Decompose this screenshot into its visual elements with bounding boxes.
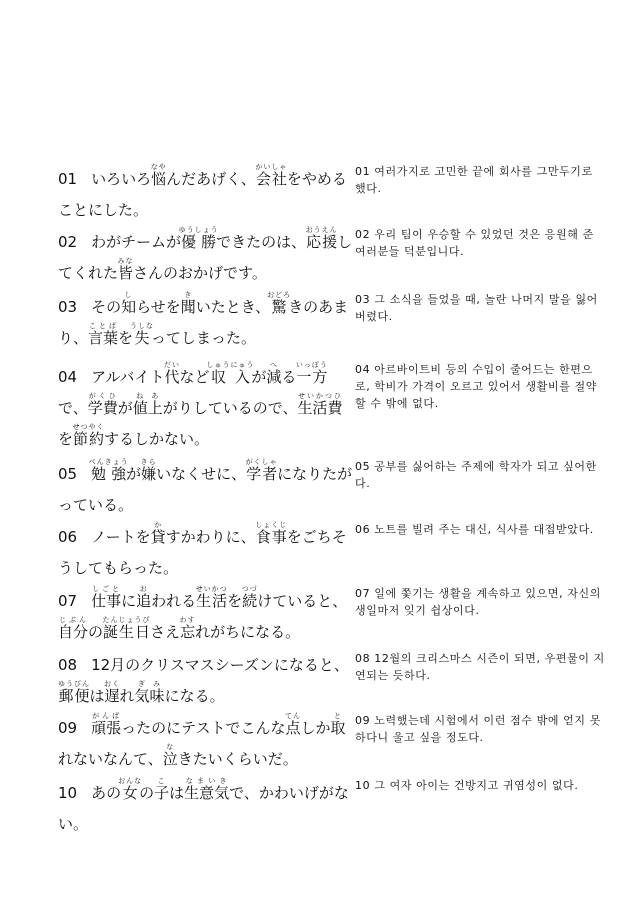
furigana-reading: なまいき: [184, 777, 230, 785]
kanji-text: 生意気: [184, 784, 230, 802]
kanji-with-reading: [245, 458, 278, 483]
kanji-with-reading: [163, 361, 180, 386]
kanji-text: 応援: [305, 233, 338, 251]
furigana-reading: じぶん: [58, 616, 89, 624]
kanji-text: 取: [330, 719, 346, 737]
kanji-text: 貸: [150, 528, 166, 546]
sentence-text: を: [118, 329, 134, 347]
sentence-text: をやめることにした。: [58, 170, 347, 219]
sentence-text: いろいろ: [91, 170, 152, 188]
furigana-reading: ゆうびん: [58, 680, 90, 688]
japanese-sentence: [58, 291, 354, 354]
kanji-text: 泣: [162, 750, 178, 768]
kanji-text: 収入: [206, 368, 255, 386]
sentence-number: 06: [58, 528, 78, 546]
kanji-text: 値上: [132, 399, 163, 417]
furigana-reading: つづ: [241, 585, 258, 593]
korean-translation: 05 공부를 싫어하는 주제에 학자가 되고 싶어한다.: [355, 460, 597, 490]
kanji-text: 学者: [245, 465, 278, 483]
furigana-reading: たんじょうび: [102, 616, 151, 624]
sentence-text: を: [227, 592, 243, 610]
kanji-with-reading: [132, 392, 163, 417]
korean-translation: 01 여러가지로 고민한 끝에 회사를 그만두기로 했다.: [355, 165, 593, 195]
kanji-text: 自分: [58, 623, 89, 641]
kanji-text: 生活費: [297, 399, 343, 417]
sentence-text: が: [126, 465, 142, 483]
sentence-text: で、かわいげがない。: [58, 784, 349, 833]
kanji-text: 生活: [195, 592, 228, 610]
korean-translation: 10 그 여자 아이는 건방지고 귀염성이 없다.: [355, 779, 579, 792]
kanji-text: 頑張: [91, 719, 122, 737]
japanese-text: [58, 226, 353, 282]
kanji-with-reading: [162, 743, 178, 768]
kanji-with-reading: [241, 585, 258, 610]
kanji-text: 学費: [87, 399, 118, 417]
kanji-text: 子: [154, 784, 170, 802]
japanese-sentence: [58, 521, 354, 584]
sentence-text: になりたがっている。: [58, 465, 353, 514]
kanji-with-reading: [88, 322, 119, 347]
kanji-with-reading: [88, 458, 129, 483]
sentence-text: など: [179, 368, 210, 386]
sentence-text: しか: [300, 719, 331, 737]
kanji-with-reading: [305, 226, 338, 251]
furigana-reading: てん: [285, 712, 302, 720]
sentence-text: できたのは、: [216, 233, 307, 251]
kanji-with-reading: [104, 680, 121, 705]
furigana-reading: しごと: [91, 585, 122, 593]
sentence-number: 09: [58, 719, 78, 737]
kanji-text: 減: [266, 368, 282, 386]
kanji-with-reading: [58, 616, 89, 641]
kanji-text: 追: [136, 592, 152, 610]
sentence-text: れ: [119, 687, 135, 705]
kanji-text: 節約: [72, 430, 105, 448]
japanese-text: [58, 656, 349, 705]
sentence-text: れないなんて、: [58, 750, 163, 768]
japanese-sentence: [58, 361, 354, 455]
sentence-text: んだあげく、: [166, 170, 256, 188]
sentence-number: 03: [58, 298, 78, 316]
kanji-text: 勉強: [88, 465, 129, 483]
kanji-text: 聞: [180, 298, 196, 316]
kanji-with-reading: [136, 585, 152, 610]
kanji-with-reading: [58, 680, 90, 705]
furigana-reading: か: [150, 521, 166, 529]
japanese-text: [58, 361, 343, 448]
furigana-reading: な: [162, 743, 178, 751]
sentence-text: けていると、: [257, 592, 348, 610]
kanji-with-reading: [134, 680, 165, 705]
kanji-text: 知: [121, 298, 137, 316]
kanji-text: 気味: [134, 687, 165, 705]
furigana-reading: しょくじ: [255, 521, 288, 529]
japanese-sentence: [58, 458, 354, 521]
furigana-reading: うしな: [130, 322, 155, 330]
furigana-reading: がんば: [91, 712, 122, 720]
sentence-text: が: [117, 399, 133, 417]
kanji-text: 皆: [117, 264, 134, 282]
furigana-reading: しゅうにゅう: [206, 361, 255, 369]
sentence-text: いなくせに、: [156, 465, 247, 483]
kanji-with-reading: [267, 291, 292, 316]
furigana-reading: ぎみ: [134, 680, 165, 688]
sentence-text: あの: [91, 784, 122, 802]
furigana-reading: いっぽう: [295, 361, 328, 369]
furigana-reading: なや: [150, 163, 167, 171]
japanese-text: [58, 291, 349, 347]
kanji-with-reading: [184, 777, 230, 802]
sentence-text: になる。: [164, 687, 225, 705]
furigana-reading: せいかつ: [195, 585, 228, 593]
kanji-text: 驚: [267, 298, 292, 316]
korean-translation: 04 아르바이트비 등의 수입이 줄어드는 한편으로, 학비가 가격이 오르고 있어서 생활비를 절약 할 수 밖에 없다.: [355, 363, 597, 410]
furigana-reading: おうえん: [305, 226, 338, 234]
kanji-with-reading: [195, 585, 228, 610]
sentence-text: その: [91, 298, 122, 316]
sentence-text: で、: [58, 399, 88, 417]
furigana-reading: と: [330, 712, 346, 720]
sentence-text: る: [281, 368, 297, 386]
sentence-text: アルバイト: [91, 368, 165, 386]
sentence-text: するしかない。: [104, 430, 210, 448]
sentence-text: がりしているので、: [162, 399, 298, 417]
korean-translation: 02 우리 팀이 우승할 수 있었던 것은 응원해 준 여러분들 덕분입니다.: [355, 228, 594, 258]
furigana-reading: し: [121, 291, 137, 299]
sentence-text: をごちそうしてもらった。: [58, 528, 347, 577]
japanese-text: [58, 521, 347, 577]
japanese-sentence: [58, 777, 354, 840]
kanji-with-reading: [206, 361, 255, 386]
kanji-text: 食事: [255, 528, 288, 546]
kanji-text: 失: [130, 329, 155, 347]
japanese-sentence: [58, 163, 354, 226]
kanji-with-reading: [178, 226, 219, 251]
sentence-number: 05: [58, 465, 78, 483]
furigana-reading: がくしゃ: [245, 458, 278, 466]
kanji-with-reading: [180, 291, 196, 316]
kanji-with-reading: [150, 521, 166, 546]
japanese-sentence: [58, 650, 354, 712]
furigana-reading: かいしゃ: [255, 163, 288, 171]
japanese-text: [58, 585, 348, 641]
furigana-reading: おんな: [118, 777, 143, 785]
furigana-reading: ことば: [88, 322, 119, 330]
kanji-with-reading: [130, 322, 155, 347]
kanji-text: 誕生日: [102, 623, 151, 641]
sentence-text: 12月のクリスマスシーズンになると、: [91, 656, 349, 674]
kanji-text: 優勝: [178, 233, 219, 251]
sentence-text: は: [169, 784, 185, 802]
furigana-reading: おく: [104, 680, 121, 688]
furigana-reading: き: [180, 291, 196, 299]
sentence-number: 10: [58, 784, 78, 802]
kanji-text: 嫌: [140, 465, 157, 483]
sentence-text: きのあまり、: [58, 298, 349, 347]
korean-translation: 09 노력했는데 시험에서 이런 점수 밖에 얻지 못하다니 울고 싶을 정도다.: [355, 714, 601, 744]
kanji-with-reading: [266, 361, 282, 386]
furigana-reading: お: [136, 585, 152, 593]
kanji-with-reading: [140, 458, 157, 483]
furigana-reading: せつやく: [72, 423, 105, 431]
furigana-reading: ゆうしょう: [178, 226, 219, 234]
sentence-text: してくれた: [58, 233, 353, 282]
sentence-text: すかわりに、: [165, 528, 256, 546]
kanji-with-reading: [154, 777, 170, 802]
kanji-text: 遅: [104, 687, 121, 705]
kanji-with-reading: [121, 291, 137, 316]
sentence-text: いたとき、: [195, 298, 271, 316]
furigana-reading: きら: [140, 458, 157, 466]
sentence-text: を: [58, 430, 74, 448]
kanji-with-reading: [150, 163, 167, 188]
sentence-number: 02: [58, 233, 78, 251]
kanji-with-reading: [255, 163, 288, 188]
kanji-with-reading: [255, 521, 288, 546]
japanese-text: [58, 712, 346, 768]
kanji-text: 代: [163, 368, 180, 386]
kanji-with-reading: [179, 616, 196, 641]
furigana-reading: がくひ: [87, 392, 118, 400]
sentence-number: 04: [58, 368, 78, 386]
kanji-with-reading: [118, 777, 143, 802]
kanji-text: 忘: [179, 623, 196, 641]
sentence-text: の: [88, 623, 104, 641]
sentence-text: ってしまった。: [151, 329, 257, 347]
kanji-text: 会社: [255, 170, 288, 188]
kanji-text: 一方: [295, 368, 328, 386]
sentence-number: 08: [58, 656, 78, 674]
sentence-text: われる: [151, 592, 197, 610]
kanji-with-reading: [117, 257, 134, 282]
furigana-reading: べんきょう: [88, 458, 129, 466]
sentence-text: が: [251, 368, 267, 386]
kanji-text: 点: [285, 719, 302, 737]
korean-translation: 06 노트를 빌려 주는 대신, 식사를 대접받았다.: [355, 523, 594, 536]
sentence-text: ノートを: [91, 528, 151, 546]
kanji-with-reading: [330, 712, 346, 737]
furigana-reading: みな: [117, 257, 134, 265]
furigana-reading: だい: [163, 361, 180, 369]
japanese-sentence: [58, 226, 354, 289]
sentence-text: きたいくらいだ。: [177, 750, 298, 768]
kanji-with-reading: [102, 616, 151, 641]
kanji-with-reading: [285, 712, 302, 737]
sentence-text: さんのおかげです。: [133, 264, 267, 282]
furigana-reading: わす: [179, 616, 196, 624]
sentence-text: の: [139, 784, 155, 802]
kanji-with-reading: [295, 361, 328, 386]
japanese-sentence: [58, 585, 354, 648]
sentence-text: さえ: [150, 623, 181, 641]
sentence-text: ったのにテストでこんな: [121, 719, 286, 737]
korean-translation: 07 일에 쫓기는 생활을 계속하고 있으면, 자신의 생일마저 잊기 쉽상이다.: [355, 587, 601, 617]
sentence-text: に: [121, 592, 137, 610]
sentence-number: 01: [58, 170, 78, 188]
kanji-text: 言葉: [88, 329, 119, 347]
japanese-text: [58, 458, 353, 514]
furigana-reading: せいかつひ: [297, 392, 343, 400]
korean-translation: 03 그 소식을 들었을 때, 놀란 나머지 말을 잃어 버렸다.: [355, 293, 598, 323]
kanji-with-reading: [91, 712, 122, 737]
kanji-with-reading: [87, 392, 118, 417]
korean-translation: 08 12월의 크리스마스 시즌이 되면, 우편물이 지연되는 듯하다.: [355, 652, 605, 682]
kanji-with-reading: [91, 585, 122, 610]
sentence-text: らせを: [136, 298, 181, 316]
furigana-reading: こ: [154, 777, 170, 785]
sentence-text: わがチームが: [91, 233, 182, 251]
sentence-text: は: [89, 687, 105, 705]
kanji-text: 郵便: [58, 687, 90, 705]
sentence-number: 07: [58, 592, 78, 610]
furigana-reading: へ: [266, 361, 282, 369]
japanese-text: [58, 777, 349, 833]
kanji-with-reading: [72, 423, 105, 448]
furigana-reading: ねあ: [132, 392, 163, 400]
kanji-text: 続: [241, 592, 258, 610]
kanji-text: 悩: [150, 170, 167, 188]
sentence-text: れがちになる。: [195, 623, 301, 641]
kanji-text: 仕事: [91, 592, 122, 610]
furigana-reading: おどろ: [267, 291, 292, 299]
kanji-text: 女: [118, 784, 143, 802]
japanese-text: [58, 163, 347, 219]
japanese-sentence: [58, 712, 354, 775]
kanji-with-reading: [297, 392, 343, 417]
